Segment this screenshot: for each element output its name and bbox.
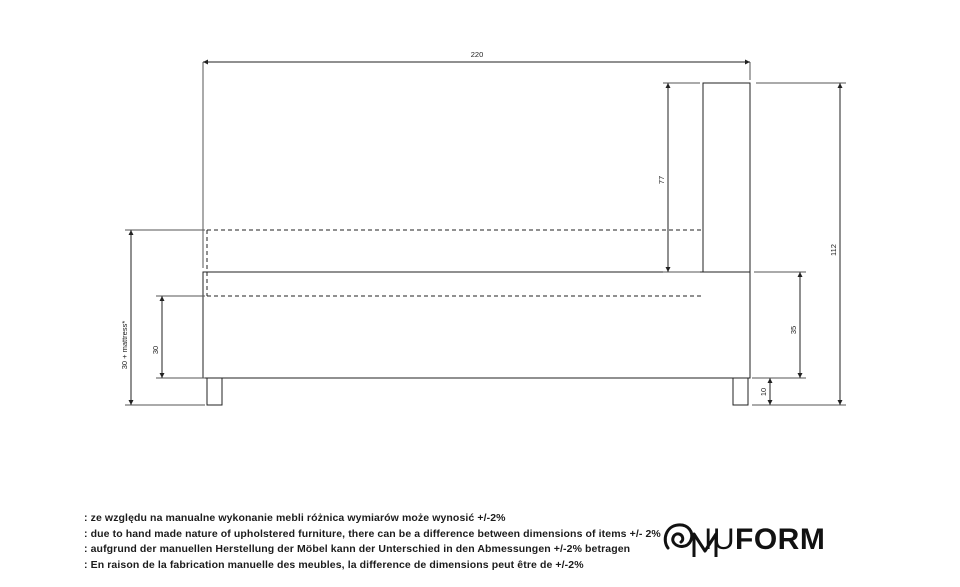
headboard-shape — [703, 83, 750, 272]
note-line-en: : due to hand made nature of upholstered furniture, there can be a difference between dimensions of items +/- 2% — [84, 527, 661, 540]
dim-label-leg-height: 10 — [759, 387, 768, 397]
note-line-de: : aufgrund der manuellen Herstellung der Möbel kann der Unterschied in den Abmessungen +/-2% betragen — [84, 543, 631, 555]
right-leg-shape — [733, 378, 748, 405]
logo-text-light: IU — [704, 523, 735, 556]
dim-label-total-height: 112 — [829, 244, 838, 256]
bed-frame-shape — [203, 272, 750, 378]
logo-wordmark — [704, 523, 825, 557]
mattress-outline-dashed — [207, 230, 703, 296]
dim-label-headboard-height: 77 — [657, 175, 666, 185]
note-line-pl: : ze względu na manualne wykonanie mebli różnica wymiarów może wynosić +/-2% — [84, 512, 506, 524]
brand-logo — [658, 518, 908, 566]
dim-label-base-height: 30 — [151, 345, 160, 355]
dim-label-frame-height: 35 — [789, 325, 798, 335]
dim-label-mattress-height: 30 + mattress* — [120, 320, 129, 370]
bean-mark-icon — [665, 525, 692, 548]
left-leg-shape — [207, 378, 222, 405]
extension-lines — [125, 62, 846, 405]
dim-label-width-total: 220 — [470, 50, 484, 59]
notes-block — [84, 511, 661, 573]
note-line-fr: : En raison de la fabrication manuelle des meubles, la difference de dimensions peut être de +/-2% — [84, 558, 584, 571]
logo-text-bold: FORM — [735, 523, 826, 556]
